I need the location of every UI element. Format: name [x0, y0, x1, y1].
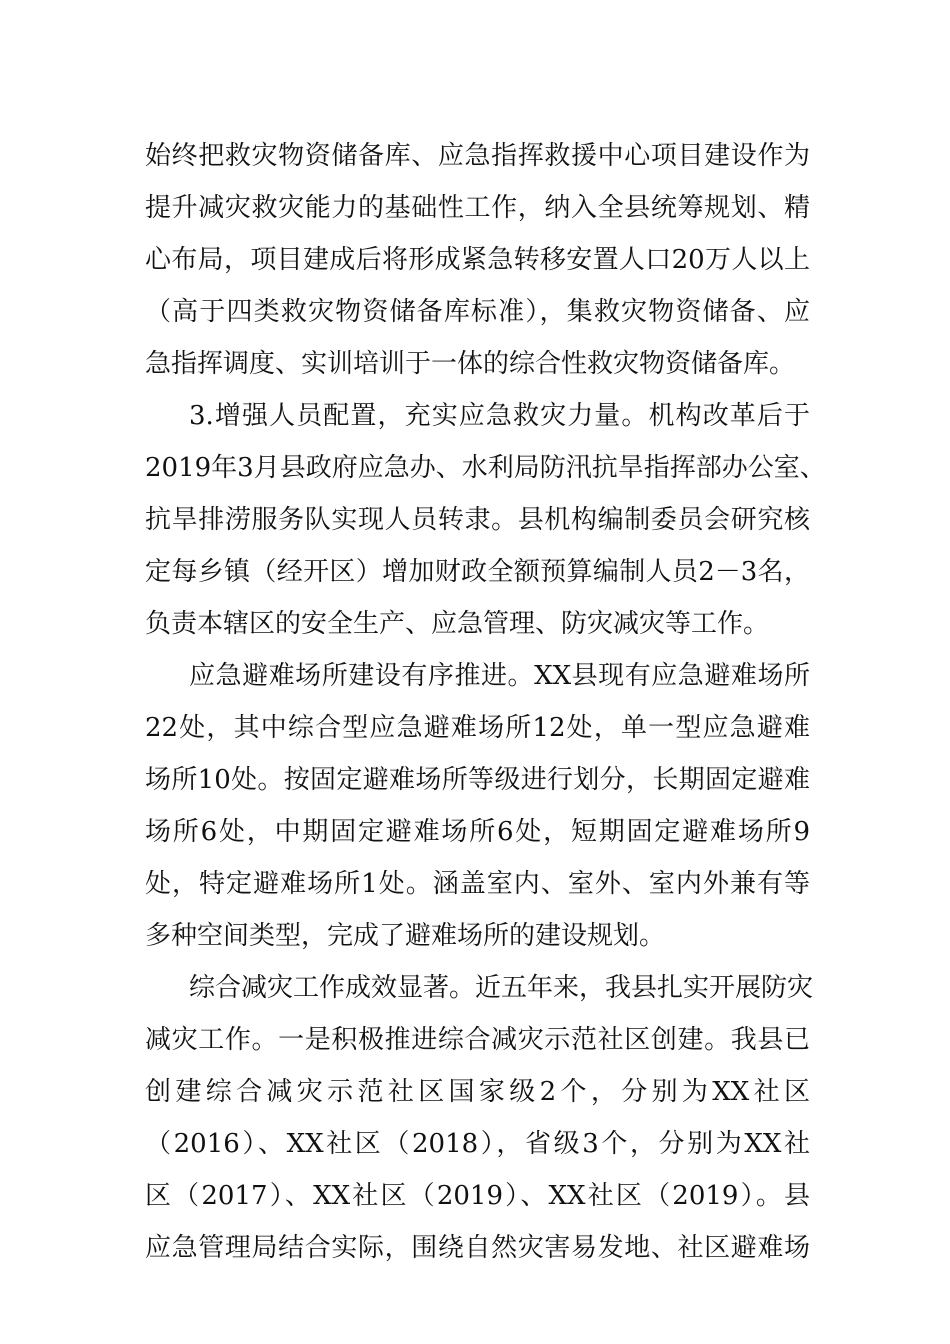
text-line: 抗旱排涝服务队实现人员转隶。县机构编制委员会研究核 — [145, 505, 810, 535]
text-line: 区（2017）、XX社区（2019）、XX社区（2019）。县 — [145, 1181, 810, 1211]
text-line: 心布局，项目建成后将形成紧急转移安置人口20万人以上 — [145, 245, 810, 275]
text-line: 应急管理局结合实际，围绕自然灾害易发地、社区避难场 — [145, 1233, 810, 1263]
text-line: 创建综合减灾示范社区国家级2个，分别为XX社区 — [145, 1077, 810, 1107]
text-line: 提升减灾救灾能力的基础性工作，纳入全县统筹规划、精 — [145, 193, 810, 223]
text-line: 场所10处。按固定避难场所等级进行划分，长期固定避难 — [145, 765, 810, 795]
text-line: 处，特定避难场所1处。涵盖室内、室外、室内外兼有等 — [145, 869, 810, 899]
document-body — [145, 130, 826, 1274]
text-line: 场所6处，中期固定避难场所6处，短期固定避难场所9 — [145, 817, 810, 847]
text-line: （高于四类救灾物资储备库标准），集救灾物资储备、应 — [145, 297, 810, 327]
text-line: 始终把救灾物资储备库、应急指挥救援中心项目建设作为 — [145, 141, 810, 171]
paragraph-start-line: 应急避难场所建设有序推进。XX县现有应急避难场所 — [189, 661, 810, 691]
text-line: 减灾工作。一是积极推进综合减灾示范社区创建。我县已 — [145, 1025, 810, 1055]
text-line: 急指挥调度、实训培训于一体的综合性救灾物资储备库。 — [145, 349, 796, 379]
text-line: 定每乡镇（经开区）增加财政全额预算编制人员2－3名， — [145, 557, 810, 587]
text-line: 多种空间类型，完成了避难场所的建设规划。 — [145, 921, 666, 951]
text-line: 22处，其中综合型应急避难场所12处，单一型应急避难 — [145, 713, 810, 743]
text-line: 2019年3月县政府应急办、水利局防汛抗旱指挥部办公室、 — [145, 453, 826, 483]
text-line: （2016）、XX社区（2018），省级3个，分别为XX社 — [145, 1129, 810, 1159]
paragraph-start-line: 综合减灾工作成效显著。近五年来，我县扎实开展防灾 — [189, 973, 814, 1003]
text-line: 负责本辖区的安全生产、应急管理、防灾减灾等工作。 — [145, 609, 770, 639]
paragraph-start-line: 3.增强人员配置，充实应急救灾力量。机构改革后于 — [189, 401, 810, 431]
